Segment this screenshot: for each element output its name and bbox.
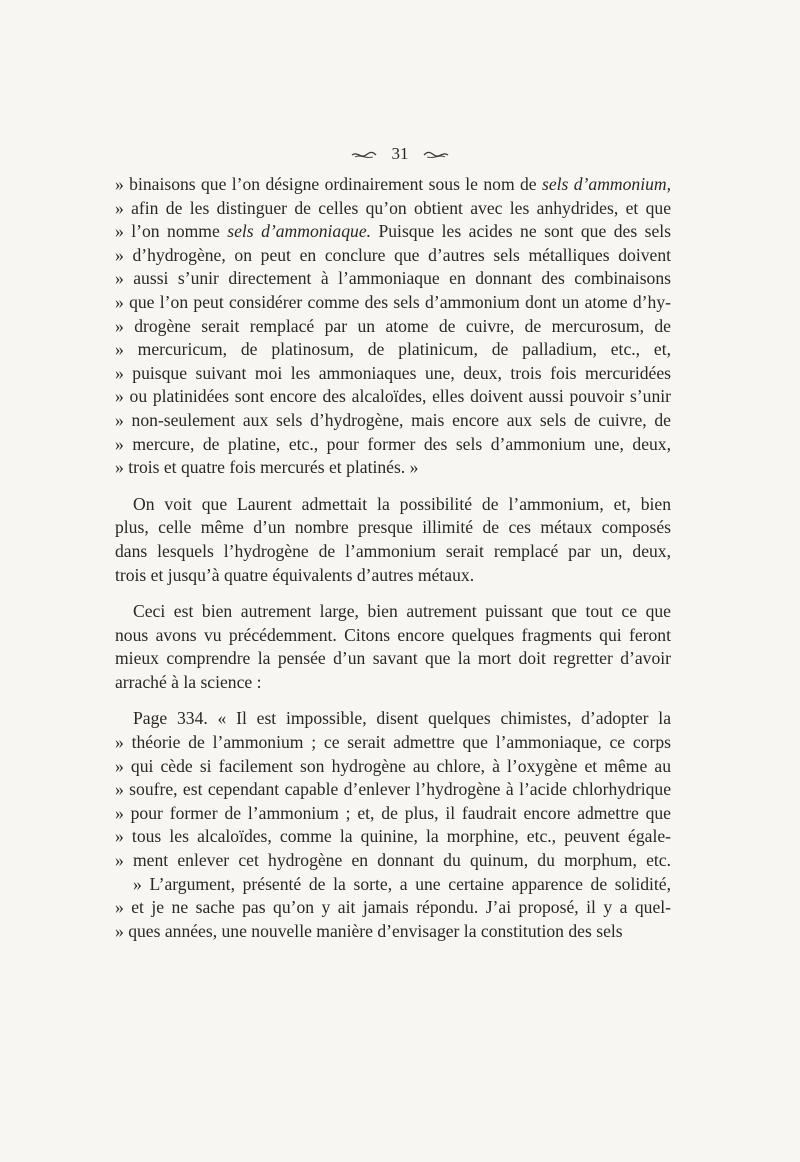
page-header [0, 144, 800, 164]
text-segment: » puisque suivant moi les ammoniaques une, deux, trois fois mercuridées [115, 362, 671, 383]
text-segment: dans lesquels l’hydrogène de l’ammonium serait remplacé par un, deux, [115, 540, 671, 561]
text-line [115, 564, 671, 588]
text-segment: » afin de les distinguer de celles qu’on obtient avec les anhydrides, et que [115, 197, 671, 218]
text-line [115, 220, 671, 244]
paragraph-gap [115, 480, 671, 493]
paragraph-gap [115, 694, 671, 707]
text-segment: trois et jusqu’à quatre équivalents d’autres métaux. [115, 564, 475, 585]
text-line [115, 315, 671, 339]
text-line [115, 173, 671, 197]
text-line [115, 778, 671, 802]
text-line [115, 409, 671, 433]
text-segment: » aussi s’unir directement à l’ammoniaque en donnant des combinaisons [115, 268, 671, 289]
text-line [115, 493, 671, 517]
italic-segment: sels d’ammoniaque. [227, 221, 372, 242]
text-line [115, 516, 671, 540]
text-line [115, 849, 671, 873]
text-segment: Page 334. « Il est impossible, disent quelques chimistes, d’adopter la [133, 708, 671, 729]
paragraph [115, 707, 671, 943]
text-line [115, 671, 671, 695]
text-line [115, 291, 671, 315]
text-line [115, 873, 671, 897]
text-segment: » trois et quatre fois mercurés et platinés. » [115, 457, 419, 478]
text-segment: Puisque les acides ne sont que des sels [371, 221, 671, 242]
text-line [115, 707, 671, 731]
text-segment: » ou platinidées sont encore des alcaloïdes, elles doivent aussi pouvoir s’unir [115, 386, 671, 407]
paragraph [115, 493, 671, 587]
text-line [115, 244, 671, 268]
text-segment: » ment enlever cet hydrogène en donnant du quinum, du morphum, etc. [115, 850, 671, 871]
text-segment: » l’on nomme [115, 221, 228, 242]
body-text [115, 173, 671, 943]
text-segment: » non-seulement aux sels d’hydrogène, mais encore aux sels de cuivre, de [115, 409, 671, 430]
paragraph [115, 173, 671, 480]
text-line [115, 385, 671, 409]
text-segment: » d’hydrogène, on peut en conclure que d’autres sels métalliques doivent [115, 244, 671, 265]
text-segment: nous avons vu précédemment. Citons encore quelques fragments qui feront [115, 624, 671, 645]
text-segment: » binaisons que l’on désigne ordinairement sous le nom de [115, 174, 542, 194]
text-line [115, 362, 671, 386]
text-line [115, 825, 671, 849]
text-line [115, 624, 671, 648]
text-segment: » mercure, de platine, etc., pour former des sels d’ammonium une, deux, [115, 433, 671, 454]
text-segment: » et je ne sache pas qu’on y ait jamais répondu. J’ai proposé, il y a quel- [115, 897, 671, 918]
text-line [115, 731, 671, 755]
text-line [115, 802, 671, 826]
right-ornament-icon [423, 151, 449, 159]
text-line [115, 896, 671, 920]
text-segment: » mercuricum, de platinosum, de platinicum, de palladium, etc., et, [115, 339, 671, 360]
text-segment: » soufre, est cependant capable d’enlever l’hydrogène à l’acide chlorhydrique [115, 779, 671, 800]
left-ornament-icon [351, 151, 377, 159]
text-line [115, 920, 671, 944]
text-segment: » tous les alcaloïdes, comme la quinine, la morphine, etc., peuvent égale- [115, 826, 671, 847]
text-segment: » théorie de l’ammonium ; ce serait admettre que l’ammoniaque, ce corps [115, 732, 671, 753]
text-line [115, 647, 671, 671]
text-segment: » pour former de l’ammonium ; et, de plus, il faudrait encore admettre que [115, 802, 671, 823]
text-segment: Ceci est bien autrement large, bien autrement puissant que tout ce que [133, 601, 671, 622]
text-line [115, 433, 671, 457]
text-segment: » ques années, une nouvelle manière d’envisager la constitution des sels [115, 920, 623, 941]
text-segment: » qui cède si facilement son hydrogène au chlore, à l’oxygène et même au [115, 755, 671, 776]
text-line [115, 338, 671, 362]
text-line [115, 600, 671, 624]
italic-segment: sels d’ammonium, [541, 174, 671, 194]
text-segment: On voit que Laurent admettait la possibilité de l’ammonium, et, bien [133, 493, 671, 514]
text-line [115, 197, 671, 221]
text-segment: arraché à la science : [115, 671, 262, 692]
text-line [115, 755, 671, 779]
paragraph-gap [115, 587, 671, 600]
text-segment: » que l’on peut considérer comme des sels d’ammonium dont un atome d’hy- [115, 291, 671, 312]
text-line [115, 267, 671, 291]
page-number: 31 [391, 144, 409, 163]
text-segment: » L’argument, présenté de la sorte, a une certaine apparence de solidité, [133, 873, 671, 894]
text-segment: mieux comprendre la pensée d’un savant que la mort doit regretter d’avoir [115, 648, 671, 669]
text-segment: » drogène serait remplacé par un atome de cuivre, de mercurosum, de [115, 315, 671, 336]
text-line [115, 540, 671, 564]
text-line [115, 456, 671, 480]
text-segment: plus, celle même d’un nombre presque illimité de ces métaux composés [115, 517, 671, 538]
paragraph [115, 600, 671, 694]
